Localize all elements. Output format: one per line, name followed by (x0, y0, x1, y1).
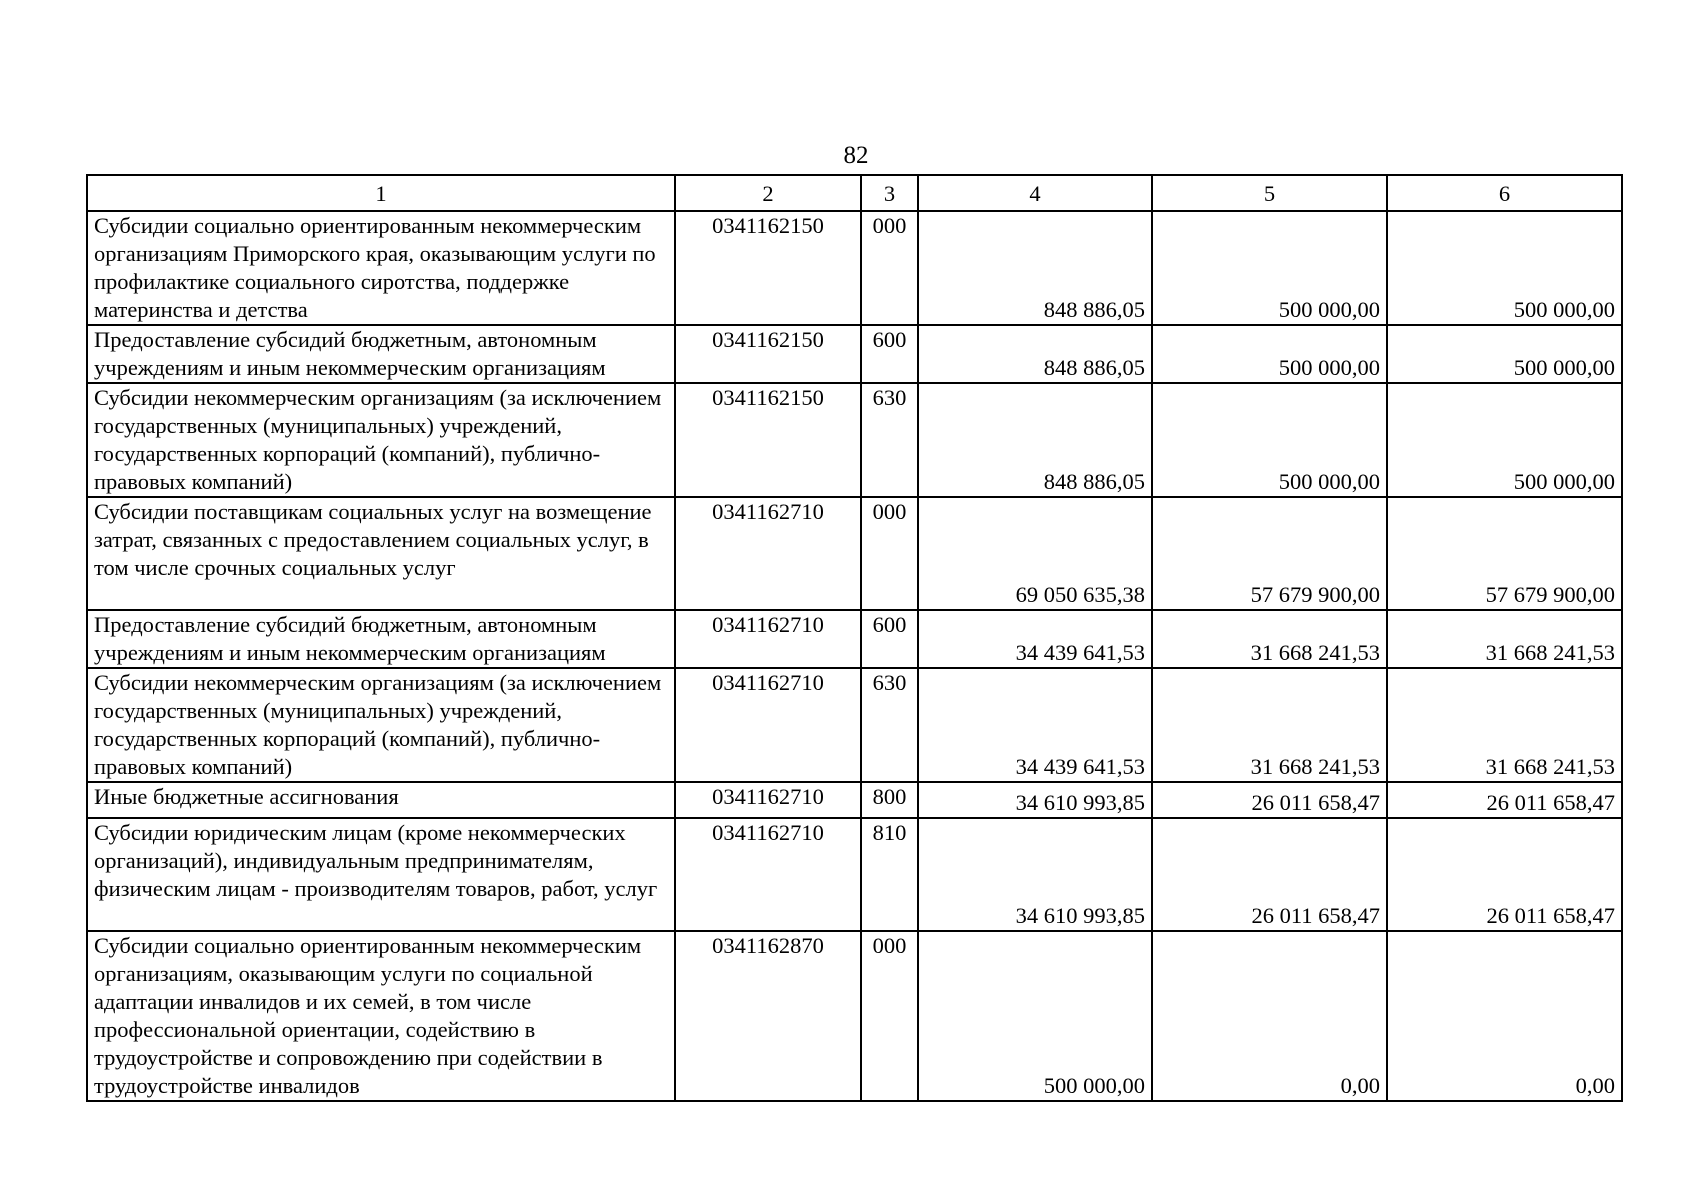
row-value-4: 34 610 993,85 (918, 818, 1152, 931)
row-name: Субсидии социально ориентированным некоммерческим организациям, оказывающим услуги по социальной адаптации инвалидов и их семей, в том числе профессиональной ориентации, содействию в трудоустройстве и сопровождению при содействии в трудоустройстве инвалидов (87, 931, 675, 1101)
table-row (87, 782, 1622, 818)
row-value-4: 848 886,05 (918, 383, 1152, 497)
row-name: Субсидии поставщикам социальных услуг на возмещение затрат, связанных с предоставлением социальных услуг, в том числе срочных социальных услуг (87, 497, 675, 610)
table-row (87, 610, 1622, 668)
row-kind: 000 (861, 497, 918, 610)
row-value-5: 500 000,00 (1152, 211, 1387, 325)
row-value-5: 31 668 241,53 (1152, 610, 1387, 668)
row-kind: 000 (861, 931, 918, 1101)
row-code: 0341162710 (675, 610, 861, 668)
row-value-5: 500 000,00 (1152, 383, 1387, 497)
row-kind: 600 (861, 325, 918, 383)
row-name: Субсидии некоммерческим организациям (за исключением государственных (муниципальных) учреждений, государственных корпораций (компаний), публично-правовых компаний) (87, 383, 675, 497)
row-value-4: 848 886,05 (918, 211, 1152, 325)
table-row (87, 931, 1622, 1101)
row-value-6: 57 679 900,00 (1387, 497, 1622, 610)
column-header: 5 (1152, 175, 1387, 211)
row-kind: 600 (861, 610, 918, 668)
row-value-4: 34 439 641,53 (918, 668, 1152, 782)
row-value-4: 500 000,00 (918, 931, 1152, 1101)
column-header: 2 (675, 175, 861, 211)
row-value-5: 26 011 658,47 (1152, 818, 1387, 931)
column-header: 6 (1387, 175, 1622, 211)
row-name: Предоставление субсидий бюджетным, автономным учреждениям и иным некоммерческим организациям (87, 610, 675, 668)
budget-table (86, 174, 1623, 1102)
row-name: Субсидии социально ориентированным некоммерческим организациям Приморского края, оказывающим услуги по профилактике социального сиротства, поддержке материнства и детства (87, 211, 675, 325)
column-header: 3 (861, 175, 918, 211)
row-value-6: 500 000,00 (1387, 211, 1622, 325)
row-value-5: 26 011 658,47 (1152, 782, 1387, 818)
row-code: 0341162710 (675, 782, 861, 818)
table-row (87, 818, 1622, 931)
row-value-4: 34 439 641,53 (918, 610, 1152, 668)
row-name: Предоставление субсидий бюджетным, автономным учреждениям и иным некоммерческим организациям (87, 325, 675, 383)
row-value-6: 26 011 658,47 (1387, 818, 1622, 931)
table-header-row (87, 175, 1622, 211)
row-value-5: 31 668 241,53 (1152, 668, 1387, 782)
row-kind: 000 (861, 211, 918, 325)
row-kind: 800 (861, 782, 918, 818)
column-header: 4 (918, 175, 1152, 211)
row-value-6: 26 011 658,47 (1387, 782, 1622, 818)
row-value-5: 0,00 (1152, 931, 1387, 1101)
table-row (87, 497, 1622, 610)
row-kind: 630 (861, 383, 918, 497)
row-kind: 810 (861, 818, 918, 931)
row-name: Субсидии юридическим лицам (кроме некоммерческих организаций), индивидуальным предпринимателям, физическим лицам - производителям товаров, работ, услуг (87, 818, 675, 931)
row-value-5: 57 679 900,00 (1152, 497, 1387, 610)
column-header: 1 (87, 175, 675, 211)
row-value-6: 31 668 241,53 (1387, 668, 1622, 782)
row-value-6: 31 668 241,53 (1387, 610, 1622, 668)
row-value-6: 0,00 (1387, 931, 1622, 1101)
row-value-6: 500 000,00 (1387, 325, 1622, 383)
row-code: 0341162150 (675, 211, 861, 325)
table-row (87, 668, 1622, 782)
row-value-4: 34 610 993,85 (918, 782, 1152, 818)
row-kind: 630 (861, 668, 918, 782)
row-value-4: 848 886,05 (918, 325, 1152, 383)
table-row (87, 211, 1622, 325)
row-code: 0341162710 (675, 818, 861, 931)
table-row (87, 325, 1622, 383)
row-code: 0341162150 (675, 325, 861, 383)
row-name: Субсидии некоммерческим организациям (за исключением государственных (муниципальных) учреждений, государственных корпораций (компаний), публично-правовых компаний) (87, 668, 675, 782)
row-value-6: 500 000,00 (1387, 383, 1622, 497)
row-code: 0341162870 (675, 931, 861, 1101)
row-value-5: 500 000,00 (1152, 325, 1387, 383)
page-number: 82 (843, 142, 869, 169)
row-value-4: 69 050 635,38 (918, 497, 1152, 610)
row-code: 0341162710 (675, 497, 861, 610)
row-code: 0341162710 (675, 668, 861, 782)
table-row (87, 383, 1622, 497)
row-name: Иные бюджетные ассигнования (87, 782, 675, 818)
row-code: 0341162150 (675, 383, 861, 497)
